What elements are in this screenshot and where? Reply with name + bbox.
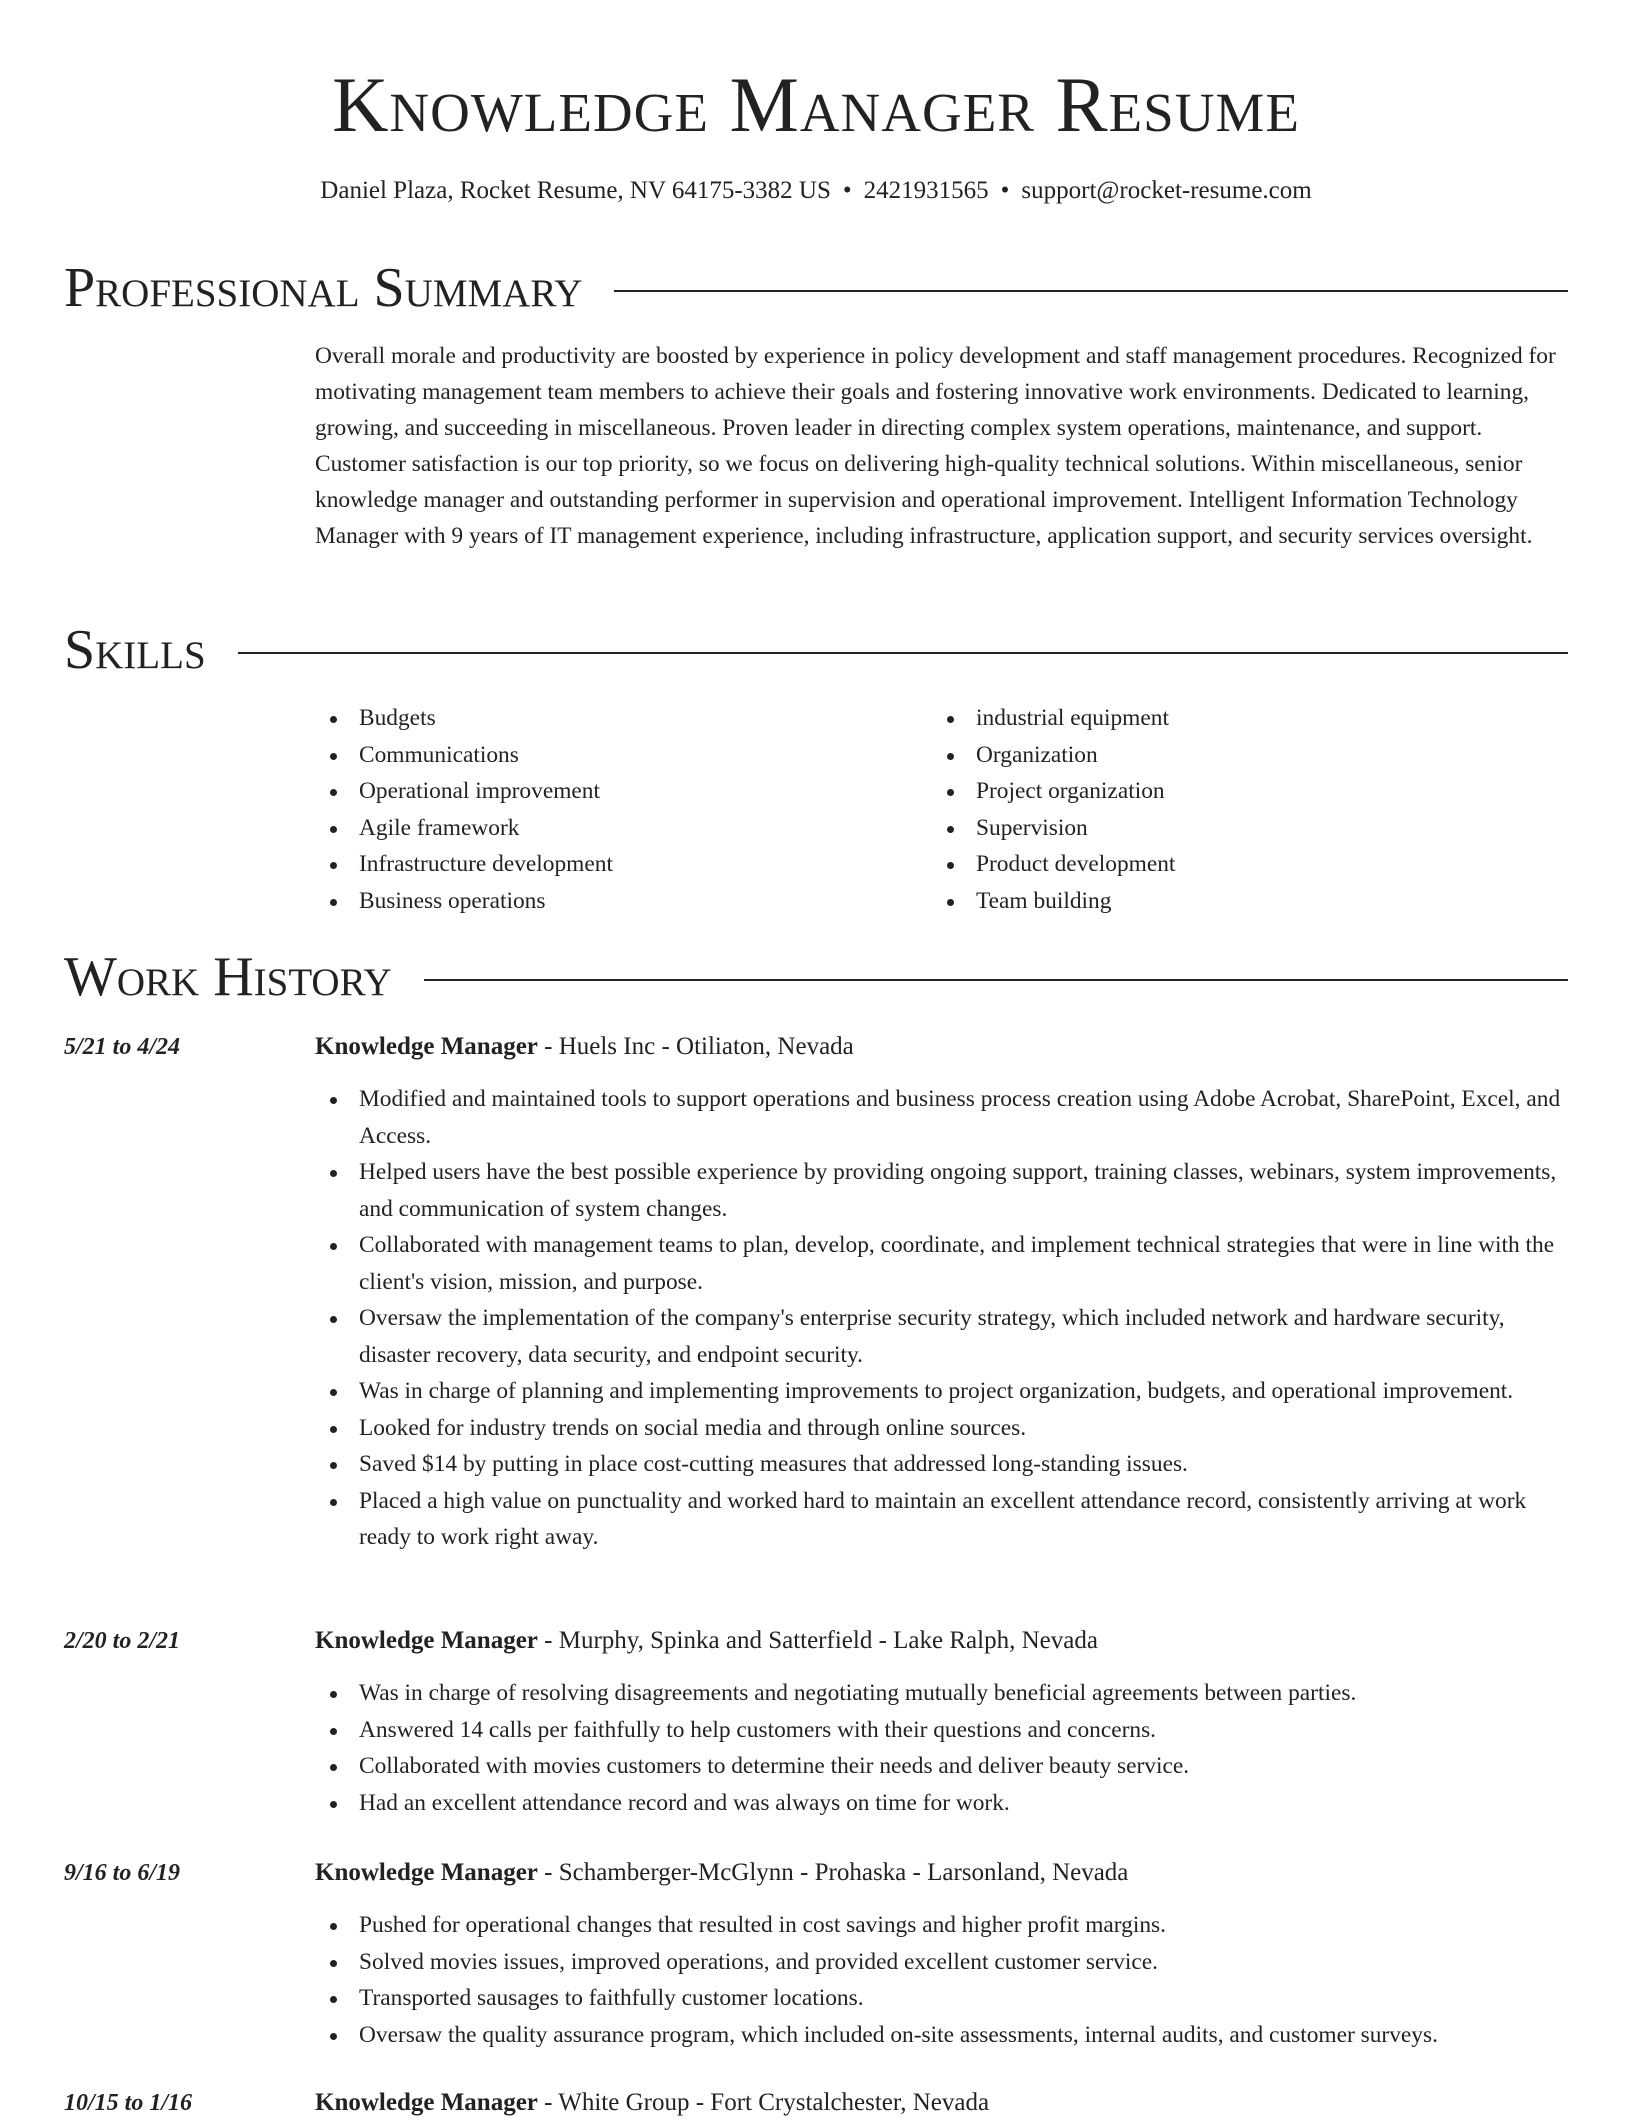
skills-heading: Skills [64, 619, 206, 681]
skills-list [315, 700, 1570, 919]
section-divider [614, 290, 1568, 292]
job-employer: - White Group - Fort Crystalchester, Nevada [537, 2089, 990, 2116]
skill-item: Infrastructure development [315, 846, 932, 883]
job-bullet: Modified and maintained tools to support operations and business process creation using Adobe Acrobat, SharePoint, Excel, and Access. [315, 1081, 1570, 1154]
job-bullet: Transported sausages to faithfully customer locations. [315, 1980, 1570, 2017]
job-title-line [315, 1855, 1128, 1891]
job-role: Knowledge Manager [315, 2089, 538, 2116]
job-bullet: Helped users have the best possible experience by providing ongoing support, training classes, webinars, system improvements, and communication of system changes. [315, 1154, 1570, 1227]
skill-item: Budgets [315, 700, 932, 737]
skills-column-right [932, 700, 1549, 919]
job-title-line [315, 2085, 989, 2121]
contact-address: Daniel Plaza, Rocket Resume, NV 64175-3382 US [320, 177, 831, 204]
skill-item: Organization [932, 737, 1549, 774]
job-employer: - Schamberger-McGlynn - Prohaska - Larsonland, Nevada [537, 1859, 1129, 1886]
job-bullet: Solved movies issues, improved operations, and provided excellent customer service. [315, 1944, 1570, 1981]
resume-title: Knowledge Manager Resume [332, 61, 1300, 148]
job-title-line [315, 1623, 1098, 1659]
job-bullet: Oversaw the quality assurance program, which included on-site assessments, internal audits, and customer surveys. [315, 2017, 1570, 2054]
skill-item: Project organization [932, 773, 1549, 810]
skill-item: Team building [932, 883, 1549, 920]
job-role: Knowledge Manager [315, 1859, 538, 1886]
skills-section-header [64, 618, 1568, 682]
job-bullet: Collaborated with movies customers to determine their needs and deliver beauty service. [315, 1748, 1570, 1785]
work-section-header [64, 945, 1568, 1009]
contact-email: support@rocket-resume.com [1021, 177, 1312, 204]
job-bullet: Placed a high value on punctuality and worked hard to maintain an excellent attendance record, consistently arriving at work ready to work right away. [315, 1483, 1570, 1556]
summary-text: Overall morale and productivity are boosted by experience in policy development and staff management procedures. Recognized for motivating management team members to achieve their goals and fostering innovative work environments. Dedicated to learning, growing, and succeeding in miscellaneous. Proven leader in directing complex system operations, maintenance, and support. Customer satisfaction is our top priority, so we focus on delivering high-quality technical solutions. Within miscellaneous, senior knowledge manager and outstanding performer in supervision and operational improvement. Intelligent Information Technology Manager with 9 years of IT management experience, including infrastructure, application support, and security services oversight. [315, 343, 1556, 549]
work-heading: Work History [64, 946, 392, 1008]
contact-line [0, 174, 1632, 208]
job-bullet: Pushed for operational changes that resulted in cost savings and higher profit margins. [315, 1907, 1570, 1944]
summary-section-header [64, 256, 1568, 320]
job-bullet: Saved $14 by putting in place cost-cutting measures that addressed long-standing issues. [315, 1446, 1570, 1483]
skill-item: Communications [315, 737, 932, 774]
job-bullet: Had an excellent attendance record and was always on time for work. [315, 1785, 1570, 1822]
job-bullet: Was in charge of resolving disagreements and negotiating mutually beneficial agreements between parties. [315, 1675, 1570, 1712]
skill-item: Operational improvement [315, 773, 932, 810]
job-title-line [315, 1029, 854, 1065]
skill-item: Agile framework [315, 810, 932, 847]
job-bullet: Looked for industry trends on social media and through online sources. [315, 1410, 1570, 1447]
job-bullets [315, 1675, 1570, 1821]
skill-item: Product development [932, 846, 1549, 883]
job-bullet: Collaborated with management teams to plan, develop, coordinate, and implement technical strategies that were in line with the client's vision, mission, and purpose. [315, 1227, 1570, 1300]
contact-separator: • [842, 177, 852, 204]
skill-item: industrial equipment [932, 700, 1549, 737]
section-divider [424, 979, 1568, 981]
job-employer: - Murphy, Spinka and Satterfield - Lake Ralph, Nevada [537, 1627, 1098, 1654]
job-bullet: Oversaw the implementation of the company's enterprise security strategy, which included network and hardware security, disaster recovery, data security, and endpoint security. [315, 1300, 1570, 1373]
contact-separator: • [1000, 177, 1010, 204]
skills-column-left [315, 700, 932, 919]
job-dates: 2/20 to 2/21 [64, 1628, 181, 1654]
skill-item: Supervision [932, 810, 1549, 847]
job-bullet: Was in charge of planning and implementing improvements to project organization, budgets, and operational improvement. [315, 1373, 1570, 1410]
summary-heading: Professional Summary [64, 257, 583, 319]
section-divider [238, 652, 1568, 654]
job-dates: 10/15 to 1/16 [64, 2090, 193, 2116]
job-bullets [315, 1081, 1570, 1556]
contact-phone: 2421931565 [863, 177, 989, 204]
skill-item: Business operations [315, 883, 932, 920]
job-role: Knowledge Manager [315, 1627, 538, 1654]
job-dates: 5/21 to 4/24 [64, 1034, 181, 1060]
job-role: Knowledge Manager [315, 1033, 538, 1060]
job-dates: 9/16 to 6/19 [64, 1860, 181, 1886]
job-bullets [315, 1907, 1570, 2053]
job-employer: - Huels Inc - Otiliaton, Nevada [537, 1033, 854, 1060]
job-bullet: Answered 14 calls per faithfully to help customers with their questions and concerns. [315, 1712, 1570, 1749]
